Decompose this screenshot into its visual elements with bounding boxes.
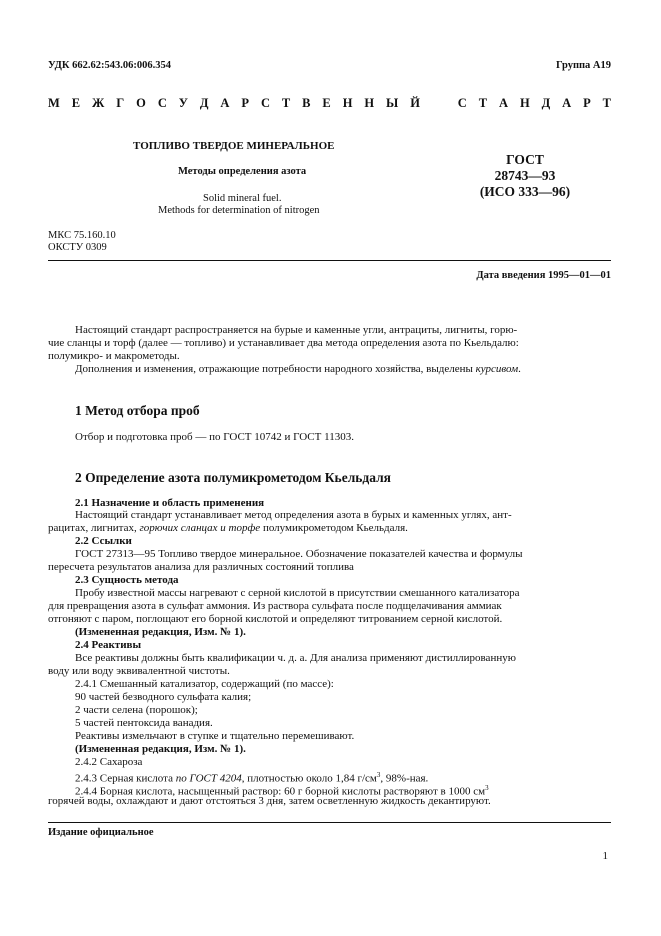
text: 2.4.3 Серная кислота bbox=[75, 772, 176, 785]
text: полумикрометодом Кьельдаля. bbox=[260, 522, 408, 534]
text: 2.4.4 Борная кислота, насыщенный раствор: 60 г борной кислоты растворяют в 1000 см bbox=[75, 785, 486, 798]
footer-divider bbox=[48, 822, 611, 823]
text-line: ГОСТ 27313—95 Топливо твердое минеральное. Обозначение показателей качества и формулы bbox=[75, 548, 523, 560]
banner-letter: М bbox=[48, 96, 60, 110]
iso-number: (ИСО 333—96) bbox=[479, 184, 571, 199]
okstu-code: ОКСТУ 0309 bbox=[48, 242, 107, 253]
gost-number: 28743—93 bbox=[494, 168, 556, 183]
text: . bbox=[518, 363, 521, 375]
banner-letter: Н bbox=[519, 96, 530, 110]
text-line: воду или воду эквивалентной чистоты. bbox=[48, 665, 230, 677]
italic-text: по ГОСТ 4204 bbox=[175, 772, 242, 785]
udk-code: УДК 662.62:543.06:006.354 bbox=[48, 60, 171, 71]
banner-letter: С bbox=[260, 96, 270, 110]
banner-letter: В bbox=[302, 96, 311, 110]
subsection-2-1-heading: 2.1 Назначение и область применения bbox=[75, 497, 265, 509]
text: рацитах, лигнитах, bbox=[48, 522, 140, 534]
banner-letter: Ж bbox=[92, 96, 105, 110]
catalyst-item: 5 частей пентоксида ванадия. bbox=[75, 717, 213, 729]
text-line bbox=[48, 522, 408, 535]
superscript: 3 bbox=[376, 771, 381, 779]
banner-letter: С bbox=[157, 96, 167, 110]
intro-line: полумикро- и макрометоды. bbox=[48, 350, 180, 362]
section-2-heading: 2 Определение азота полумикрометодом Кьельдаля bbox=[75, 470, 391, 485]
banner-letter: Е bbox=[71, 96, 81, 110]
banner-letter: Г bbox=[116, 96, 125, 110]
banner-letter: Т bbox=[602, 96, 611, 110]
superscript: 3 bbox=[485, 784, 489, 792]
text: , 98%-ная. bbox=[380, 772, 429, 785]
subsection-2-3-heading: 2.3 Сущность метода bbox=[75, 574, 179, 586]
subsection-2-4-heading: 2.4 Реактивы bbox=[75, 639, 142, 651]
gost-label: ГОСТ bbox=[506, 152, 544, 167]
text-line: горячей воды, охлаждают и дают отстояться 3 дня, затем осветленную жидкость декантируют. bbox=[48, 795, 491, 807]
text-line: пересчета результатов анализа для различных состояний топлива bbox=[48, 561, 354, 573]
banner-letter: С bbox=[457, 96, 467, 110]
banner-letter: Т bbox=[478, 96, 488, 110]
banner-letter: Е bbox=[322, 96, 331, 110]
banner-letter: О bbox=[136, 96, 146, 110]
text: , плотностью около 1,84 г/см bbox=[241, 772, 377, 785]
section-1-text: Отбор и подготовка проб — по ГОСТ 10742 и ГОСТ 11303. bbox=[75, 431, 354, 443]
mks-code: МКС 75.160.10 bbox=[48, 230, 116, 241]
intro-line: Настоящий стандарт распространяется на бурые и каменные угли, антрациты, лигниты, горю- bbox=[75, 324, 518, 336]
banner-letter: Й bbox=[410, 96, 420, 110]
text-line: Реактивы измельчают в ступке и тщательно перемешивают. bbox=[75, 730, 355, 742]
text-line: 2.4.1 Смешанный катализатор, содержащий (по массе): bbox=[75, 678, 334, 690]
text: Дополнения и изменения, отражающие потребности народного хозяйства, выделены bbox=[75, 363, 476, 375]
intro-amendments-note bbox=[75, 363, 521, 376]
english-title-line1: Solid mineral fuel. bbox=[203, 193, 282, 204]
banner-letter: А bbox=[220, 96, 230, 110]
official-edition-label: Издание официальное bbox=[48, 827, 154, 838]
banner-letter: Р bbox=[241, 96, 250, 110]
interstate-standard-banner bbox=[48, 96, 611, 111]
text-line: Пробу известной массы нагревают с серной кислотой в присутствии смешанного катализатора bbox=[75, 587, 520, 599]
amendment-note: (Измененная редакция, Изм. № 1). bbox=[75, 743, 246, 755]
amendment-note: (Измененная редакция, Изм. № 1). bbox=[75, 626, 246, 638]
banner-letter: Ы bbox=[386, 96, 399, 110]
italic-text: горючих сланцах и торфе bbox=[139, 522, 261, 534]
banner-letter: У bbox=[178, 96, 188, 110]
introduction-date: Дата введения 1995—01—01 bbox=[476, 270, 611, 281]
banner-letter: Д bbox=[199, 96, 209, 110]
banner-letter: Н bbox=[342, 96, 353, 110]
text-line: отгоняют с паром, поглощают его борной кислотой и определяют титрованием серной кислотой. bbox=[48, 613, 503, 625]
page-number: 1 bbox=[602, 850, 608, 862]
intro-line: чие сланцы и торф (далее — топливо) и устанавливает два метода определения азота по Кьельдалю: bbox=[48, 337, 519, 349]
text-line: Все реактивы должны быть квалификации ч. д. а. Для анализа применяют дистиллированную bbox=[75, 652, 516, 664]
english-title-line2: Methods for determination of nitrogen bbox=[158, 205, 320, 216]
classification-codes bbox=[48, 230, 116, 254]
banner-letter: А bbox=[562, 96, 572, 110]
banner-letter: Р bbox=[583, 96, 591, 110]
banner-letter: Т bbox=[281, 96, 291, 110]
italic-text: курсивом bbox=[475, 363, 519, 375]
document-subtitle: Методы определения азота bbox=[178, 166, 307, 177]
banner-letter: Д bbox=[541, 96, 551, 110]
section-1-heading: 1 Метод отбора проб bbox=[75, 403, 200, 418]
subsection-2-2-heading: 2.2 Ссылки bbox=[75, 535, 132, 547]
text-line: 2.4.2 Сахароза bbox=[75, 756, 143, 768]
group-code: Группа А19 bbox=[555, 60, 611, 71]
header-divider bbox=[48, 260, 611, 261]
catalyst-item: 90 частей безводного сульфата калия; bbox=[75, 691, 252, 703]
text-line: Настоящий стандарт устанавливает метод определения азота в бурых и каменных углях, ант- bbox=[75, 509, 512, 521]
gost-block bbox=[470, 152, 580, 200]
catalyst-item: 2 части селена (порошок); bbox=[75, 704, 198, 716]
banner-letter: Н bbox=[364, 96, 375, 110]
banner-letter: А bbox=[499, 96, 509, 110]
text-line: для превращения азота в сульфат аммония. Из раствора сульфата после подщелачивания аммиак bbox=[48, 600, 502, 612]
document-title: ТОПЛИВО ТВЕРДОЕ МИНЕРАЛЬНОЕ bbox=[133, 140, 335, 152]
